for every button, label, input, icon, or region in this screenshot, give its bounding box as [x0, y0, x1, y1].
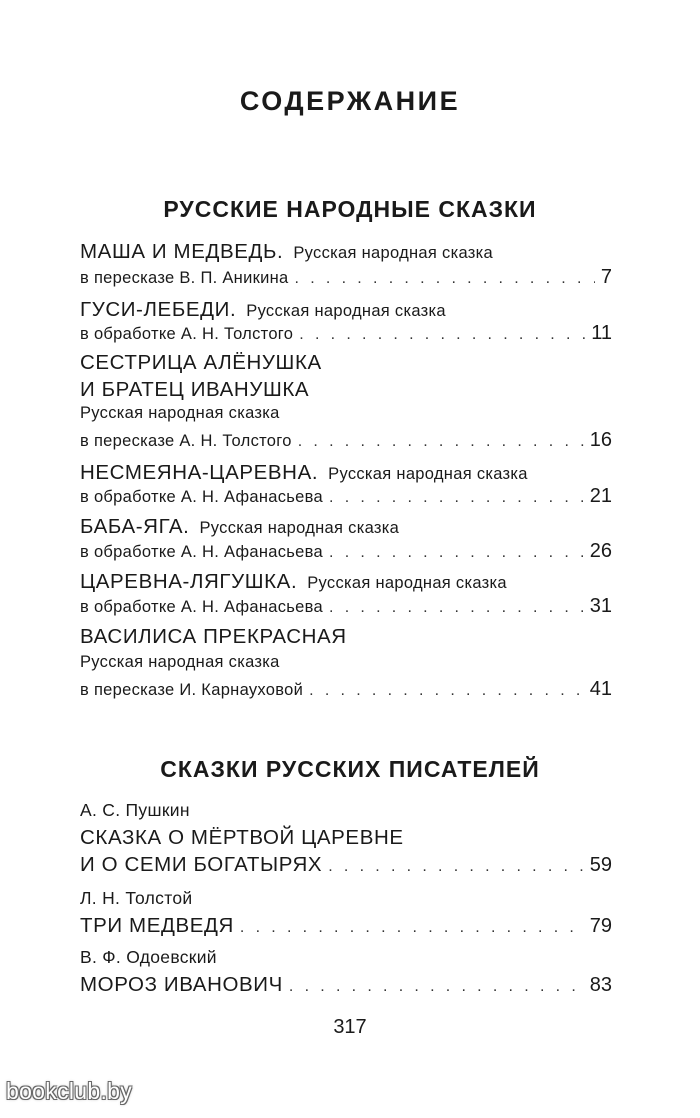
toc-entry-vasilisa-detail-line — [80, 678, 612, 701]
entry-detail: в обработке А. Н. Афанасьева — [80, 543, 323, 561]
leader-dots — [329, 544, 584, 562]
toc-entry-masha-detail-line — [80, 266, 612, 289]
toc-entry-nesmeyana-detail-line — [80, 485, 612, 508]
toc-entry-alenushka-note-line — [80, 404, 612, 423]
toc-entry-masha-title-line — [80, 240, 612, 264]
entry-page-number: 79 — [589, 915, 612, 937]
entry-title: СЕСТРИЦА АЛЁНУШКА — [80, 351, 322, 374]
entry-note: Русская народная сказка — [80, 653, 280, 671]
entry-detail: в пересказе В. П. Аникина — [80, 269, 289, 287]
toc-entry-pushkin-title-line — [80, 826, 612, 850]
entry-author: В. Ф. Одоевский — [80, 947, 217, 967]
entry-author: А. С. Пушкин — [80, 800, 190, 820]
toc-entry-alenushka-title-line — [80, 351, 612, 375]
contents-title: СОДЕРЖАНИЕ — [239, 86, 461, 116]
entry-page-number: 31 — [589, 595, 612, 617]
leader-dots — [328, 858, 584, 876]
toc-entry-alenushka-title-line-2 — [80, 378, 612, 402]
page-number: 317 — [333, 1016, 367, 1038]
entry-page-number: 41 — [589, 678, 612, 700]
entry-detail: в обработке А. Н. Афанасьева — [80, 488, 323, 506]
entry-title: ГУСИ-ЛЕБЕДИ. — [80, 298, 237, 321]
entry-detail: в обработке А. Н. Афанасьева — [80, 598, 323, 616]
entry-page-number: 59 — [589, 854, 612, 876]
toc-entry-gusi-detail-line — [80, 322, 612, 345]
toc-author-odoevsky-line — [80, 947, 612, 968]
toc-entry-gusi-title-line — [80, 298, 612, 322]
leader-dots — [298, 433, 584, 451]
leader-dots — [329, 489, 584, 507]
toc-entry-nesmeyana-title-line — [80, 461, 612, 485]
leader-dots — [299, 326, 585, 344]
toc-entry-lyagushka-title-line — [80, 570, 612, 594]
entry-note: Русская народная сказка — [246, 302, 446, 320]
entry-title: СКАЗКА О МЁРТВОЙ ЦАРЕВНЕ — [80, 826, 404, 849]
entry-title: НЕСМЕЯНА-ЦАРЕВНА. — [80, 461, 319, 484]
toc-entry-lyagushka-detail-line — [80, 595, 612, 618]
entry-author: Л. Н. Толстой — [80, 888, 193, 908]
toc-entry-pushkin-title-line-2 — [80, 853, 612, 877]
toc-entry-vasilisa-note-line — [80, 653, 612, 672]
entry-title: МОРОЗ ИВАНОВИЧ — [80, 973, 283, 996]
leader-dots — [309, 682, 584, 700]
section-title-authors-tales: СКАЗКИ РУССКИХ ПИСАТЕЛЕЙ — [160, 756, 540, 782]
toc-entry-babayaga-detail-line — [80, 540, 612, 563]
toc-entry-tolstoy-title-line — [80, 914, 612, 938]
toc-entry-vasilisa-title-line — [80, 625, 612, 649]
entry-page-number: 7 — [600, 266, 612, 288]
toc-author-pushkin-line — [80, 800, 612, 821]
leader-dots — [289, 978, 584, 996]
entry-title: ВАСИЛИСА ПРЕКРАСНАЯ — [80, 625, 347, 648]
entry-page-number: 21 — [589, 485, 612, 507]
toc-entry-odoevsky-title-line — [80, 973, 612, 997]
entry-page-number: 26 — [589, 540, 612, 562]
entry-note: Русская народная сказка — [328, 465, 528, 483]
entry-title: МАША И МЕДВЕДЬ. — [80, 240, 284, 263]
watermark: bookclub.by — [6, 1078, 133, 1104]
entry-note: Русская народная сказка — [293, 244, 493, 262]
entry-detail: в обработке А. Н. Толстого — [80, 325, 294, 343]
entry-page-number: 16 — [589, 429, 612, 451]
entry-title: ТРИ МЕДВЕДЯ — [80, 914, 234, 937]
leader-dots — [329, 599, 584, 617]
entry-detail: в пересказе А. Н. Толстого — [80, 432, 292, 450]
leader-dots — [295, 270, 595, 288]
entry-title: БАБА-ЯГА. — [80, 515, 190, 538]
entry-note: Русская народная сказка — [307, 574, 507, 592]
entry-detail: в пересказе И. Карнауховой — [80, 681, 304, 699]
entry-page-number: 11 — [591, 322, 612, 344]
leader-dots — [240, 919, 584, 937]
entry-note: Русская народная сказка — [80, 404, 280, 422]
entry-title-continued: И О СЕМИ БОГАТЫРЯХ — [80, 853, 323, 876]
toc-entry-alenushka-detail-line — [80, 429, 612, 452]
entry-note: Русская народная сказка — [199, 519, 400, 537]
section-title-folk-tales: РУССКИЕ НАРОДНЫЕ СКАЗКИ — [163, 196, 537, 222]
entry-title: ЦАРЕВНА-ЛЯГУШКА. — [80, 570, 298, 593]
toc-author-tolstoy-line — [80, 888, 612, 909]
entry-page-number: 83 — [589, 974, 612, 996]
toc-entry-babayaga-title-line — [80, 515, 612, 539]
entry-title-continued: И БРАТЕЦ ИВАНУШКА — [80, 378, 310, 401]
